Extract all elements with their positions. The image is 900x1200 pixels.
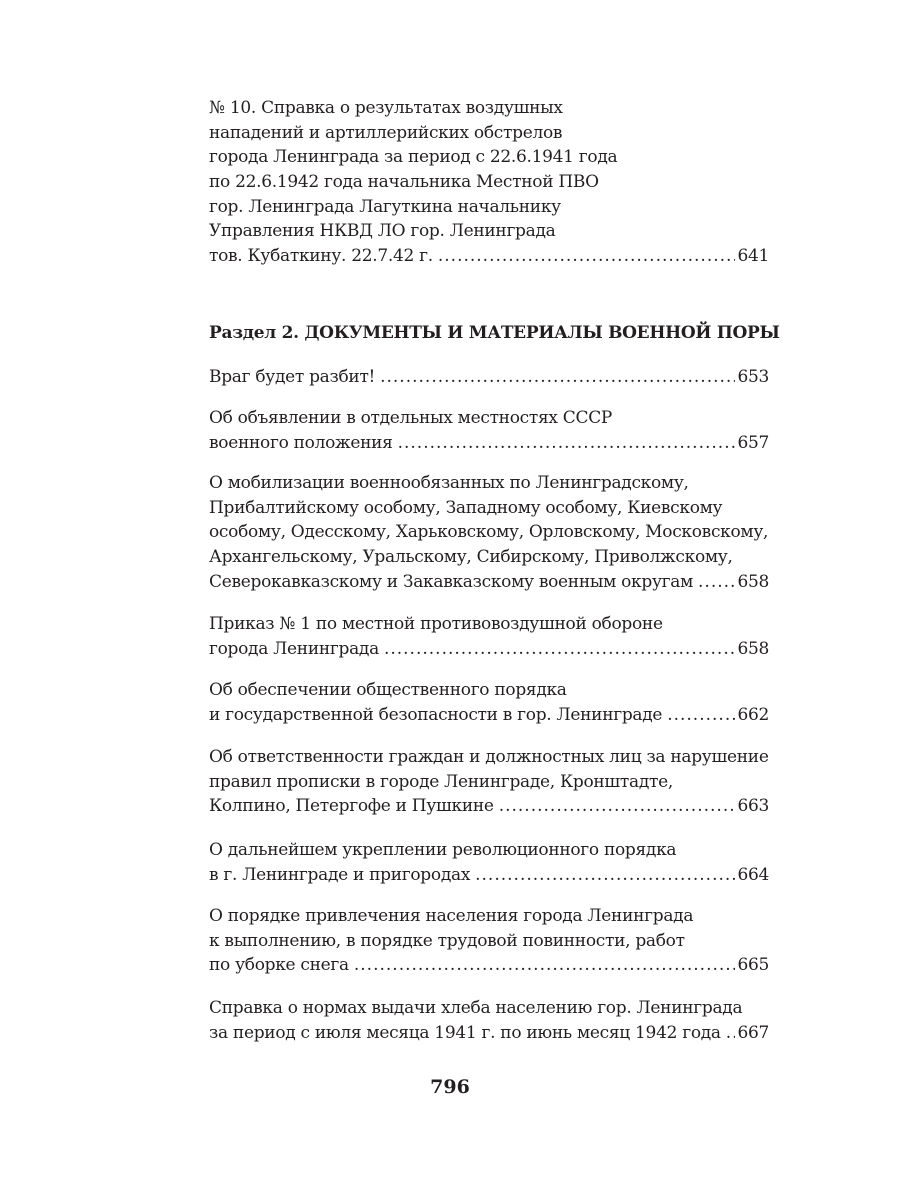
toc-entry-last-line xyxy=(209,703,769,728)
dot-leader xyxy=(354,953,736,978)
toc-entry xyxy=(209,838,769,887)
toc-entry-line: Об ответственности граждан и должностных лиц за нарушение xyxy=(209,747,769,767)
toc-entry-line: военного положения xyxy=(209,432,393,453)
toc-entry xyxy=(209,745,769,819)
dot-leader xyxy=(667,703,735,728)
folio-page-number: 796 xyxy=(430,1076,470,1098)
toc-entry-line: Об объявлении в отдельных местностях СССР xyxy=(209,408,613,428)
toc-entry-last-line xyxy=(209,570,769,595)
toc-page-number: 653 xyxy=(737,367,769,387)
toc-entry-line: и государственной безопасности в гор. Ленинграде xyxy=(209,704,663,725)
toc-entry xyxy=(209,406,769,455)
toc-page-number: 667 xyxy=(737,1022,769,1043)
toc-entry-line: Об обеспечении общественного порядка xyxy=(209,680,567,700)
toc-entry-line: тов. Кубаткину. 22.7.42 г. xyxy=(209,246,433,267)
toc-page-number: 664 xyxy=(737,864,769,885)
toc-entry-line: в г. Ленинграде и пригородах xyxy=(209,864,471,885)
toc-entry-line: города Ленинграда за период с 22.6.1941 года xyxy=(209,147,618,168)
dot-leader xyxy=(726,1021,736,1046)
toc-entry-line: Колпино, Петергофе и Пушкине xyxy=(209,796,494,817)
toc-entry-line: Северокавказскому и Закавказскому военным округам xyxy=(209,571,694,592)
toc-entry xyxy=(209,471,769,594)
toc-entry xyxy=(209,678,769,727)
toc-entry-line: нападений и артиллерийских обстрелов xyxy=(209,122,563,143)
toc-entry-line: О порядке привлечения населения города Ленинграда xyxy=(209,906,694,926)
toc-entry-last-line xyxy=(209,365,769,390)
toc-entry-last-line xyxy=(209,863,769,888)
toc-entry-last-line xyxy=(209,1021,769,1046)
toc-entry-last-line xyxy=(209,953,769,978)
toc-entry xyxy=(209,96,769,269)
dot-leader xyxy=(698,570,735,595)
toc-entry-last-line xyxy=(209,637,769,662)
toc-entry-line: города Ленинграда xyxy=(209,638,379,659)
toc-entry-line: О дальнейшем укреплении революционного порядка xyxy=(209,840,677,860)
dot-leader xyxy=(380,365,735,390)
toc-entry-line: за период с июля месяца 1941 г. по июнь месяц 1942 года xyxy=(209,1022,721,1043)
toc-page-number: 665 xyxy=(737,955,769,976)
dot-leader xyxy=(499,794,736,819)
toc-entry xyxy=(209,904,769,978)
toc-entry-line: к выполнению, в порядке трудовой повинности, работ xyxy=(209,930,685,951)
toc-page-number: 663 xyxy=(737,796,769,817)
toc-page-number: 657 xyxy=(737,432,769,453)
dot-leader xyxy=(438,244,736,269)
toc-entry-line: О мобилизации военнообязанных по Ленинградскому, xyxy=(209,473,689,493)
toc-entry-line: особому, Одесскому, Харьковскому, Орловскому, Московскому, xyxy=(209,522,769,543)
toc-entry-line: Приказ № 1 по местной противовоздушной обороне xyxy=(209,614,663,634)
toc-page-number: 662 xyxy=(737,704,769,725)
section-heading: Раздел 2. ДОКУМЕНТЫ И МАТЕРИАЛЫ ВОЕННОЙ ПОРЫ xyxy=(209,323,780,343)
toc-entry-line: правил прописки в городе Ленинграде, Кронштадте, xyxy=(209,771,673,792)
toc-page-number: 658 xyxy=(737,571,769,592)
toc-entry-line: Управления НКВД ЛО гор. Ленинграда xyxy=(209,221,556,242)
toc-entry-line: Справка о нормах выдачи хлеба населению гор. Ленинграда xyxy=(209,998,743,1018)
toc-page-number: 641 xyxy=(737,246,769,267)
toc-entry-line: Архангельскому, Уральскому, Сибирскому, Приволжскому, xyxy=(209,547,733,568)
toc-entry-line: Прибалтийскому особому, Западному особому, Киевскому xyxy=(209,497,723,518)
toc-entry xyxy=(209,996,769,1045)
toc-entry-line: по 22.6.1942 года начальника Местной ПВО xyxy=(209,172,599,193)
dot-leader xyxy=(384,637,736,662)
toc-entry xyxy=(209,365,769,390)
toc-entry-last-line xyxy=(209,794,769,819)
toc-entry-line: гор. Ленинграда Лагуткина начальнику xyxy=(209,196,561,217)
dot-leader xyxy=(475,863,735,888)
toc-entry-line: № 10. Справка о результатах воздушных xyxy=(209,98,563,118)
toc-entry-last-line xyxy=(209,431,769,456)
dot-leader xyxy=(398,431,736,456)
toc-entry-last-line xyxy=(209,244,769,269)
toc-entry xyxy=(209,612,769,661)
toc-page-number: 658 xyxy=(737,638,769,659)
toc-entry-line: по уборке снега xyxy=(209,955,349,976)
toc-entry-line: Враг будет разбит! xyxy=(209,367,376,387)
